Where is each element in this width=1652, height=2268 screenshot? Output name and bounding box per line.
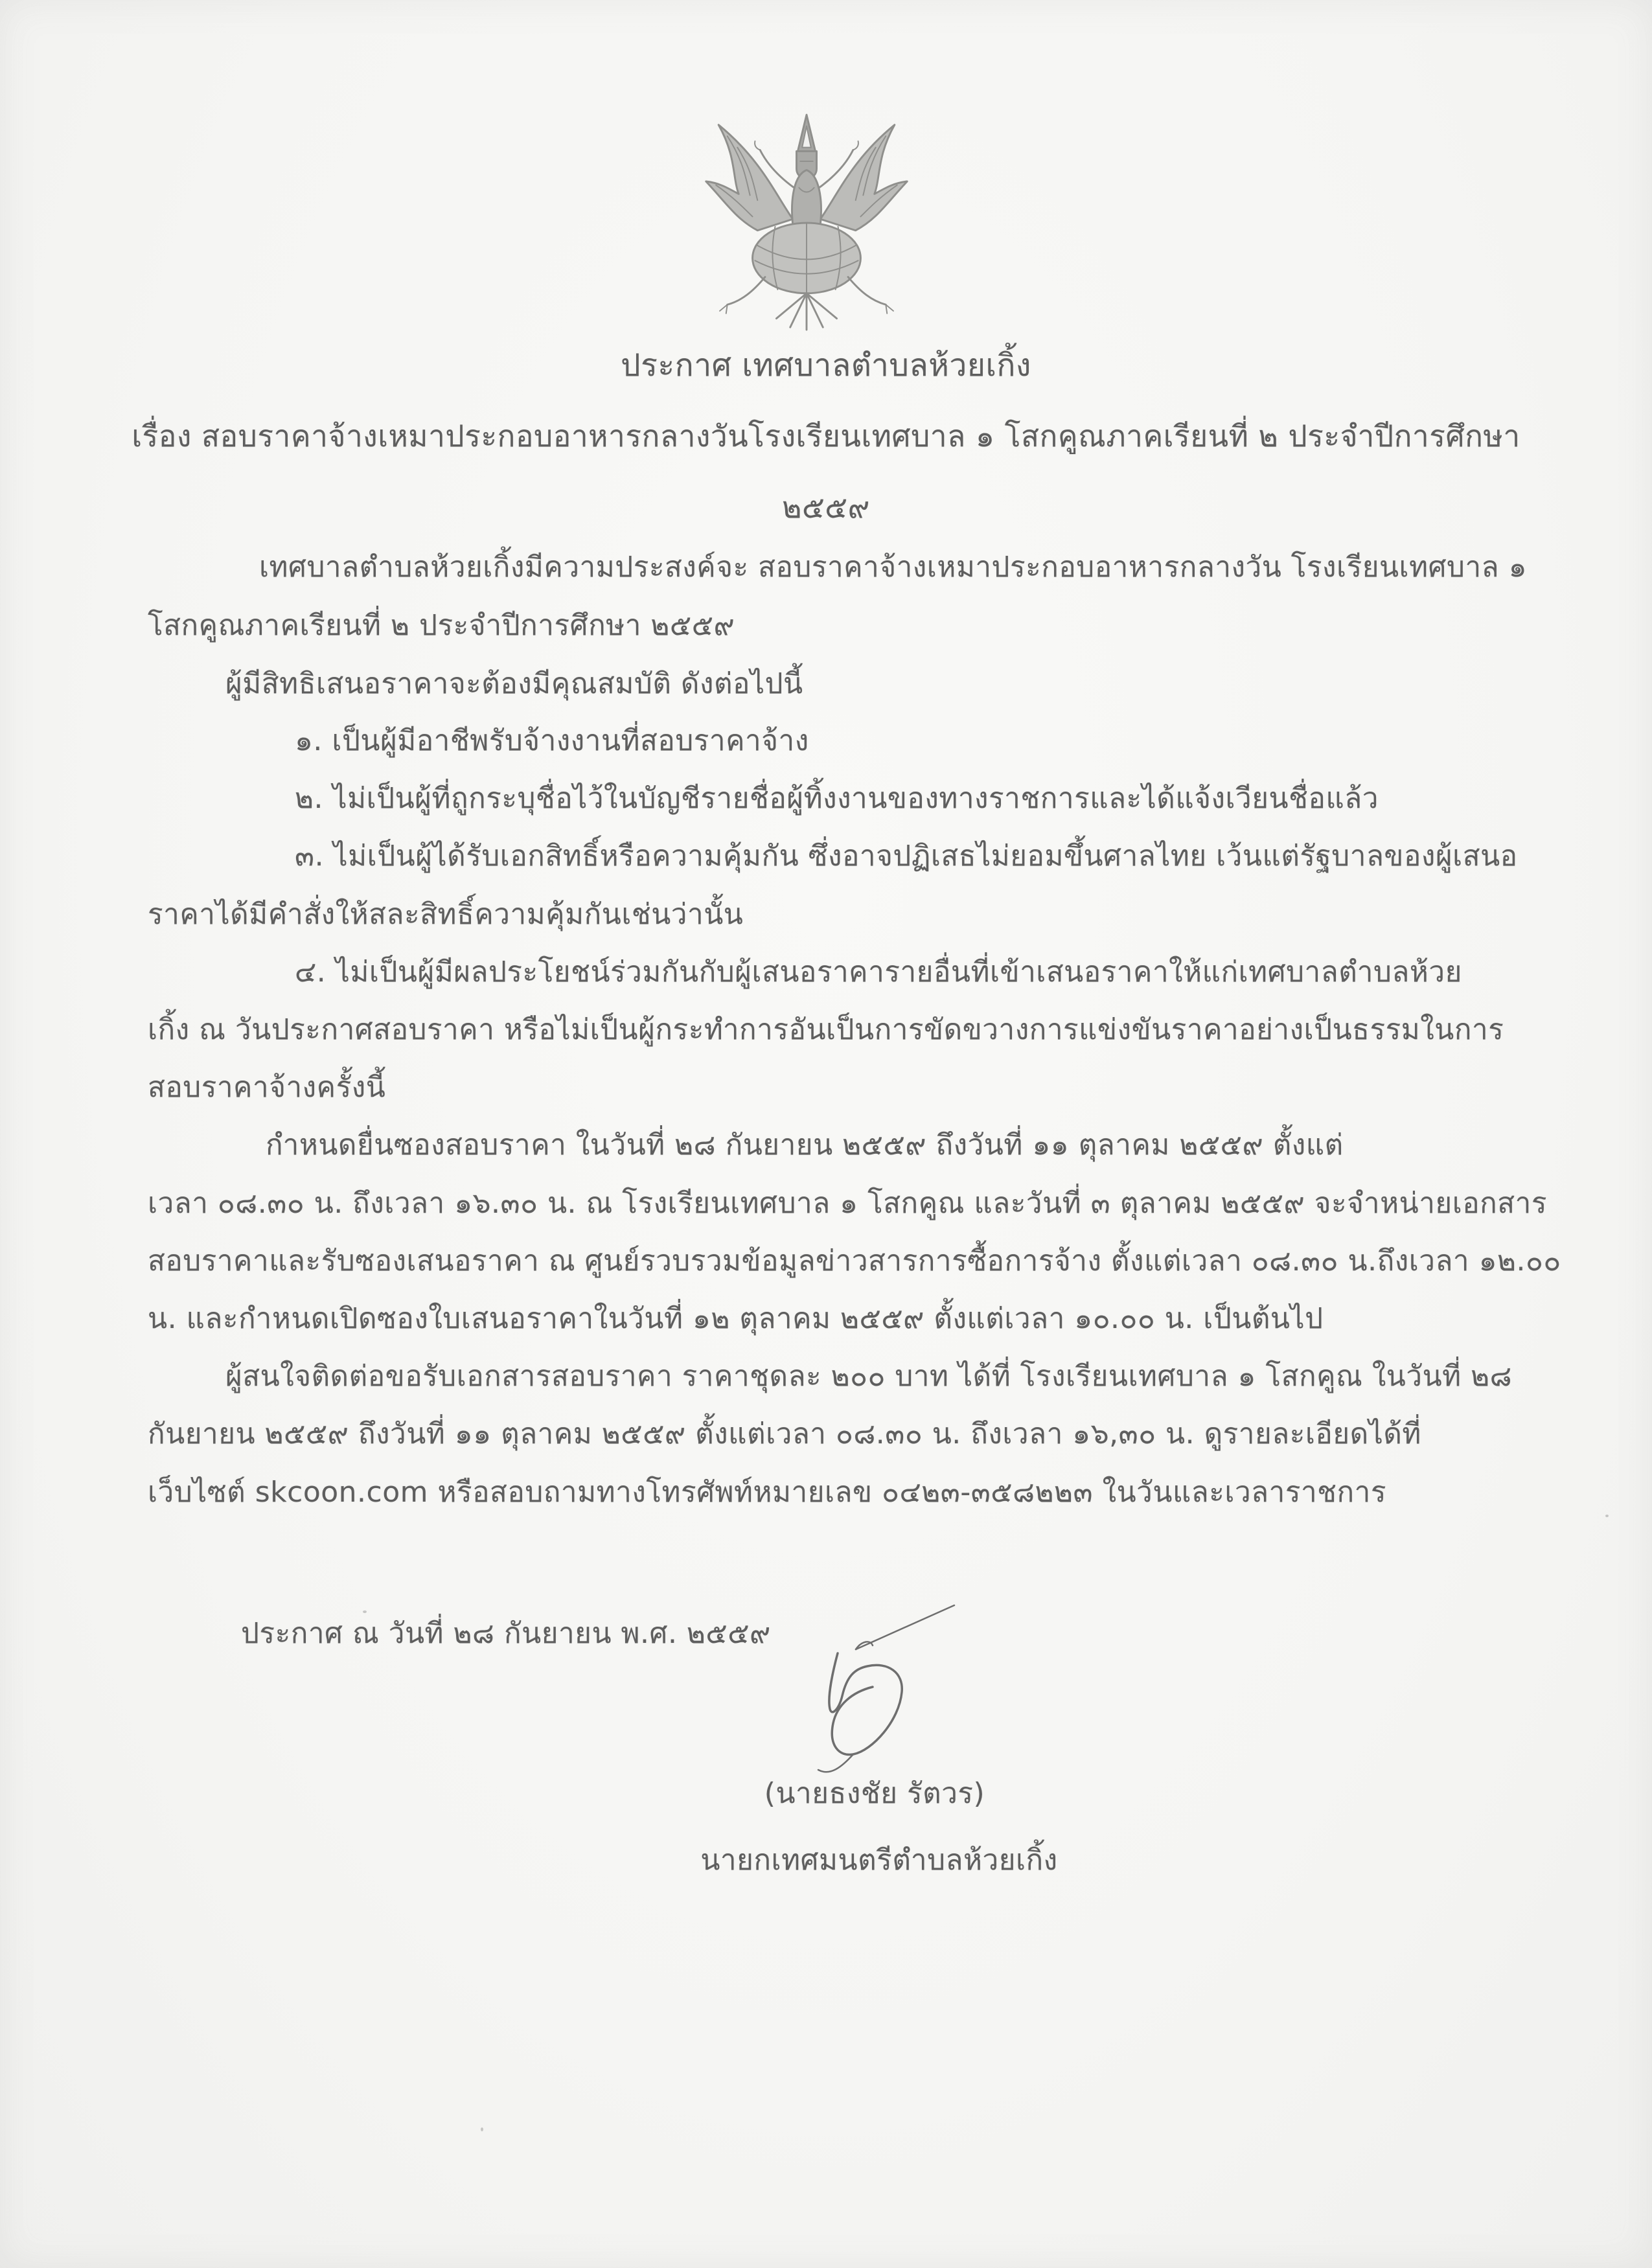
signature-handwriting [813,1600,962,1788]
condition-1: ๑. เป็นผู้มีอาชีพรับจ้างงานที่สอบราคาจ้าง [295,724,809,757]
qualifications-intro: ผู้มีสิทธิเสนอราคาจะต้องมีคุณสมบัติ ดังต่อไปนี้ [225,667,803,700]
scan-speck [1605,1515,1609,1517]
condition-3-line-1: ๓. ไม่เป็นผู้ได้รับเอกสิทธิ์หรือความคุ้มกัน ซึ่งอาจปฏิเสธไม่ยอมขึ้นศาลไทย เว้นแต่รัฐบาลของผู้เสนอ [295,840,1518,873]
announce-date-line: ประกาศ ณ วันที่ ๒๘ กันยายน พ.ศ. ๒๕๕๙ [241,1617,771,1650]
condition-4-line-2: เกิ้ง ณ วันประกาศสอบราคา หรือไม่เป็นผู้กระทำการอันเป็นการขัดขวางการแข่งขันราคาอย่างเป็นธรรมในการ [148,1013,1504,1046]
document-subject-year: ๒๕๕๙ [782,490,870,525]
schedule-line-1: กำหนดยื่นซองสอบราคา ในวันที่ ๒๘ กันยายน ๒๕๕๙ ถึงวันที่ ๑๑ ตุลาคม ๒๕๕๙ ตั้งแต่ [266,1128,1344,1162]
schedule-line-3: สอบราคาและรับซองเสนอราคา ณ ศูนย์รวบรวมข้อมูลข่าวสารการซื้อการจ้าง ตั้งแต่เวลา ๐๘.๓๐ น.ถึงเวลา ๑๒.๐๐ [148,1244,1561,1277]
contact-line-2: กันยายน ๒๕๕๙ ถึงวันที่ ๑๑ ตุลาคม ๒๕๕๙ ตั้งแต่เวลา ๐๘.๓๐ น. ถึงเวลา ๑๖,๓๐ น. ดูรายละเอียดได้ที่ [148,1417,1421,1450]
document-subject: เรื่อง สอบราคาจ้างเหมาประกอบอาหารกลางวันโรงเรียนเทศบาล ๑ โสกคูณภาคเรียนที่ ๒ ประจำปีการศึกษา [132,418,1520,453]
para-1-line-2: โสกคูณภาคเรียนที่ ๒ ประจำปีการศึกษา ๒๕๕๙ [148,609,735,642]
contact-line-1: ผู้สนใจติดต่อขอรับเอกสารสอบราคา ราคาชุดละ ๒๐๐ บาท ได้ที่ โรงเรียนเทศบาล ๑ โสกคูณ ในวันที่ ๒๘ [225,1360,1513,1393]
condition-4-line-1: ๔. ไม่เป็นผู้มีผลประโยชน์ร่วมกันกับผู้เสนอราคารายอื่นที่เข้าเสนอราคาให้แก่เทศบาลตำบลห้วย [295,956,1462,989]
scan-speck [363,1610,367,1613]
para-1-line-1: เทศบาลตำบลห้วยเกิ้งมีความประสงค์จะ สอบราคาจ้างเหมาประกอบอาหารกลางวัน โรงเรียนเทศบาล ๑ [259,551,1528,584]
signer-name: (นายธงชัย รัตวร) [764,1777,985,1810]
signer-position: นายกเทศมนตรีตำบลห้วยเกิ้ง [700,1844,1058,1877]
condition-3-line-2: ราคาได้มีคำสั่งให้สละสิทธิ์ความคุ้มกันเช่นว่านั้น [148,898,744,931]
contact-line-3: เว็บไซต์ skcoon.com หรือสอบถามทางโทรศัพท์หมายเลข ๐๔๒๓-๓๕๘๒๒๓ ในวันและเวลาราชการ [148,1476,1386,1509]
schedule-line-4: น. และกำหนดเปิดซองใบเสนอราคาในวันที่ ๑๒ ตุลาคม ๒๕๕๙ ตั้งแต่เวลา ๑๐.๐๐ น. เป็นต้นไป [148,1302,1324,1335]
garuda-emblem-icon [700,108,913,341]
condition-4-line-3: สอบราคาจ้างครั้งนี้ [148,1071,386,1104]
schedule-line-2: เวลา ๐๘.๓๐ น. ถึงเวลา ๑๖.๓๐ น. ณ โรงเรียนเทศบาล ๑ โสกคูณ และวันที่ ๓ ตุลาคม ๒๕๕๙ จะจำหน่ายเอกสาร [148,1187,1547,1220]
scan-speck [481,2127,483,2131]
document-title: ประกาศ เทศบาลตำบลห้วยเกิ้ง [621,347,1031,384]
condition-2: ๒. ไม่เป็นผู้ที่ถูกระบุชื่อไว้ในบัญชีรายชื่อผู้ทิ้งงานของทางราชการและได้แจ้งเวียนชื่อแล้ว [295,782,1379,815]
